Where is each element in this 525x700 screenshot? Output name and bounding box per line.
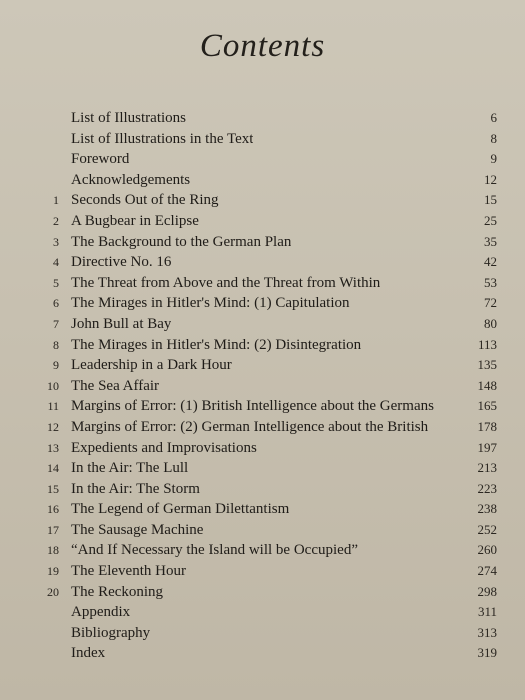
page-number: 213 [477,460,497,476]
page-number: 148 [477,377,497,393]
page-number: 9 [490,151,497,167]
page-number: 72 [484,295,497,311]
entry-title: The Background to the German Plan [71,233,292,250]
toc-entry [0,211,525,232]
entry-title: Leadership in a Dark Hour [71,357,232,374]
chapter-number: 16 [47,502,59,517]
entry-title: In the Air: The Lull [71,460,189,477]
entry-title: Seconds Out of the Ring [71,192,219,209]
toc-entry [0,458,525,479]
toc-entry [0,232,525,253]
toc-entry [0,376,525,397]
chapter-number: 10 [47,378,59,393]
entry-title: The Threat from Above and the Threat from Within [71,274,381,291]
entry-title: “And If Necessary the Island will be Occupied” [71,542,358,559]
chapter-number: 12 [47,419,59,434]
toc-entry [0,438,525,459]
entry-title: Expedients and Improvisations [71,439,257,456]
chapter-number: 11 [47,399,59,414]
entry-title: The Eleventh Hour [71,563,186,580]
entry-title: Acknowledgements [71,171,191,188]
toc-entry [0,335,525,356]
toc-entry [0,108,525,129]
chapter-number: 7 [53,316,59,331]
entry-title: A Bugbear in Eclipse [71,212,199,229]
entry-title: Index [71,645,106,662]
page-number: 252 [477,521,497,537]
page-number: 298 [477,583,497,599]
toc-entry [0,479,525,500]
page-number: 313 [477,624,497,640]
toc-entry [0,561,525,582]
entry-title: The Sausage Machine [71,521,204,538]
page-number: 260 [477,542,497,558]
chapter-number: 9 [53,358,59,373]
page-number: 319 [477,645,497,661]
chapter-number: 8 [53,337,59,352]
chapter-number: 4 [53,255,59,270]
page-number: 53 [484,274,497,290]
page-number: 15 [484,192,497,208]
entry-title: Margins of Error: (1) British Intelligence about the Germans [71,398,434,415]
page-number: 274 [477,563,497,579]
toc-entry [0,149,525,170]
toc-entry [0,582,525,603]
entry-title: Margins of Error: (2) German Intelligence about the British [71,418,429,435]
toc-entry [0,520,525,541]
chapter-number: 1 [53,193,59,208]
entry-title: The Mirages in Hitler's Mind: (1) Capitulation [71,295,350,312]
chapter-number: 19 [47,564,59,579]
chapter-number: 2 [53,213,59,228]
table-of-contents [0,108,525,664]
chapter-number: 15 [47,481,59,496]
page-title: Contents [199,28,326,64]
toc-entry [0,273,525,294]
toc-entry [0,314,525,335]
toc-entry [0,129,525,150]
page-number: 80 [484,315,497,331]
entry-title: List of Illustrations in the Text [71,130,254,147]
page-number: 223 [477,480,497,496]
page-number: 135 [477,357,497,373]
chapter-number: 17 [47,522,59,537]
page-number: 12 [484,171,497,187]
entry-title: In the Air: The Storm [71,480,200,497]
entry-title: John Bull at Bay [71,315,172,332]
chapter-number: 14 [47,461,59,476]
chapter-number: 3 [53,234,59,249]
toc-entry [0,252,525,273]
chapter-number: 6 [53,296,59,311]
page-number: 113 [477,336,497,352]
entry-title: Bibliography [71,624,151,641]
page-number: 8 [490,130,497,146]
entry-title: Appendix [71,604,131,621]
page-number: 238 [477,501,497,517]
page-number: 178 [477,418,497,434]
toc-entry [0,293,525,314]
toc-entry [0,190,525,211]
entry-title: Directive No. 16 [71,254,172,271]
toc-entry [0,396,525,417]
toc-entry [0,643,525,664]
toc-entry [0,602,525,623]
page-number: 311 [477,604,497,620]
page-number: 35 [484,233,497,249]
page-number: 25 [484,212,497,228]
toc-entry [0,355,525,376]
toc-entry [0,499,525,520]
entry-title: The Reckoning [71,583,164,600]
page-number: 197 [477,439,497,455]
chapter-number: 20 [47,584,59,599]
toc-entry [0,623,525,644]
entry-title: The Sea Affair [71,377,160,394]
entry-title: The Mirages in Hitler's Mind: (2) Disintegration [71,336,362,353]
toc-entry [0,540,525,561]
chapter-number: 13 [47,440,59,455]
toc-entry [0,170,525,191]
page-number: 42 [484,254,497,270]
toc-entry [0,417,525,438]
page-number: 165 [477,398,497,414]
entry-title: The Legend of German Dilettantism [71,501,290,518]
page-number: 6 [490,110,497,125]
chapter-number: 5 [53,275,59,290]
chapter-number: 18 [47,543,59,558]
entry-title: List of Illustrations [71,110,186,126]
entry-title: Foreword [71,151,130,168]
